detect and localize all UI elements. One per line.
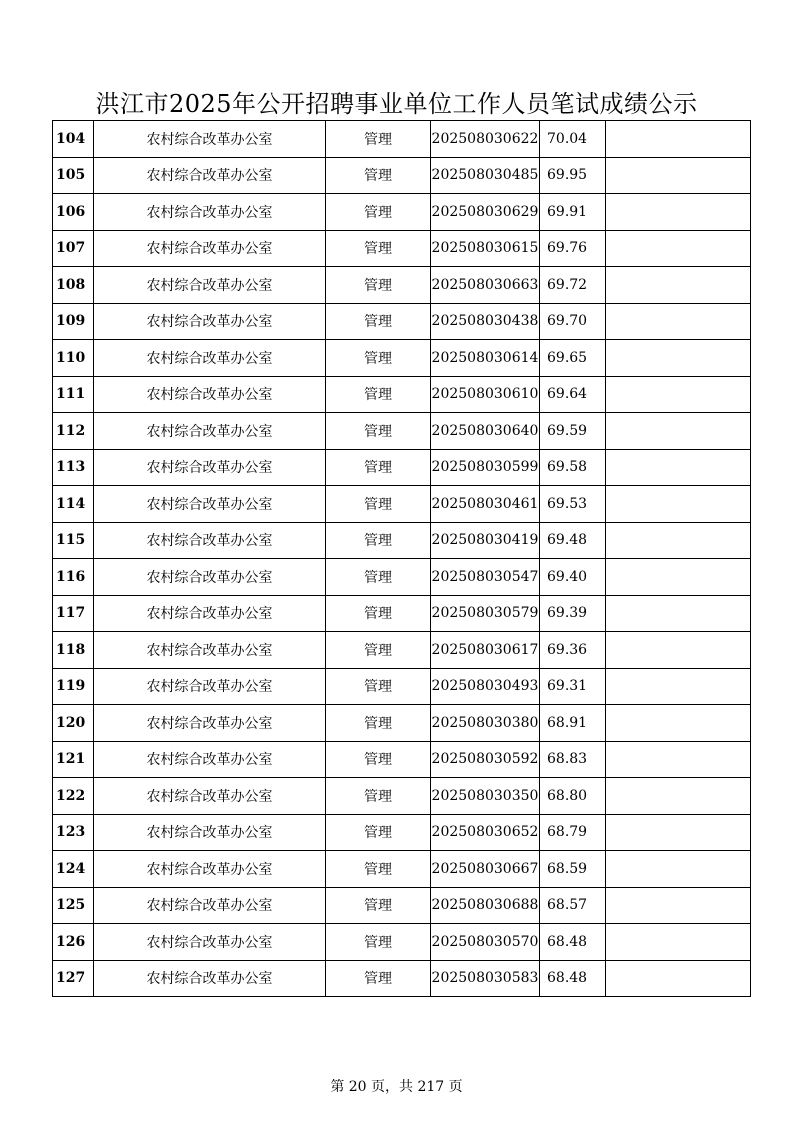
note-cell (606, 340, 751, 377)
score-cell: 68.59 (540, 851, 606, 888)
ticket-number-cell: 202508030599 (431, 449, 540, 486)
row-number: 108 (53, 267, 94, 304)
ticket-number-cell: 202508030419 (431, 522, 540, 559)
score-cell: 69.65 (540, 340, 606, 377)
unit-cell: 农村综合改革办公室 (94, 340, 326, 377)
note-cell (606, 595, 751, 632)
row-number: 126 (53, 924, 94, 961)
unit-cell: 农村综合改革办公室 (94, 960, 326, 997)
post-cell: 管理 (326, 705, 431, 742)
score-cell: 68.91 (540, 705, 606, 742)
note-cell (606, 960, 751, 997)
score-cell: 69.39 (540, 595, 606, 632)
ticket-number-cell: 202508030493 (431, 668, 540, 705)
row-number: 120 (53, 705, 94, 742)
post-cell: 管理 (326, 778, 431, 815)
note-cell (606, 632, 751, 669)
row-number: 124 (53, 851, 94, 888)
post-cell: 管理 (326, 230, 431, 267)
table-row (53, 449, 751, 486)
unit-cell: 农村综合改革办公室 (94, 887, 326, 924)
table-row (53, 887, 751, 924)
unit-cell: 农村综合改革办公室 (94, 376, 326, 413)
unit-cell: 农村综合改革办公室 (94, 924, 326, 961)
post-cell: 管理 (326, 741, 431, 778)
ticket-number-cell: 202508030610 (431, 376, 540, 413)
row-number: 127 (53, 960, 94, 997)
ticket-number-cell: 202508030485 (431, 157, 540, 194)
post-cell: 管理 (326, 814, 431, 851)
note-cell (606, 741, 751, 778)
post-cell: 管理 (326, 121, 431, 158)
ticket-number-cell: 202508030667 (431, 851, 540, 888)
ticket-number-cell: 202508030617 (431, 632, 540, 669)
note-cell (606, 230, 751, 267)
row-number: 109 (53, 303, 94, 340)
table-row (53, 121, 751, 158)
unit-cell: 农村综合改革办公室 (94, 194, 326, 231)
page-footer: 第 20 页，共 217 页 (330, 1079, 463, 1095)
page-title: 洪江市2025年公开招聘事业单位工作人员笔试成绩公示 (95, 90, 698, 118)
row-number: 118 (53, 632, 94, 669)
note-cell (606, 413, 751, 450)
table-row (53, 668, 751, 705)
score-cell: 69.48 (540, 522, 606, 559)
ticket-number-cell: 202508030622 (431, 121, 540, 158)
table-row (53, 924, 751, 961)
note-cell (606, 486, 751, 523)
ticket-number-cell: 202508030615 (431, 230, 540, 267)
ticket-number-cell: 202508030688 (431, 887, 540, 924)
note-cell (606, 194, 751, 231)
row-number: 112 (53, 413, 94, 450)
row-number: 106 (53, 194, 94, 231)
note-cell (606, 814, 751, 851)
row-number: 114 (53, 486, 94, 523)
table-row (53, 705, 751, 742)
score-cell: 68.83 (540, 741, 606, 778)
table-row (53, 814, 751, 851)
table-row (53, 559, 751, 596)
note-cell (606, 157, 751, 194)
table-row (53, 778, 751, 815)
score-cell: 69.53 (540, 486, 606, 523)
post-cell: 管理 (326, 559, 431, 596)
unit-cell: 农村综合改革办公室 (94, 157, 326, 194)
ticket-number-cell: 202508030579 (431, 595, 540, 632)
note-cell (606, 522, 751, 559)
unit-cell: 农村综合改革办公室 (94, 814, 326, 851)
score-table-body (53, 121, 751, 997)
note-cell (606, 887, 751, 924)
note-cell (606, 559, 751, 596)
unit-cell: 农村综合改革办公室 (94, 413, 326, 450)
unit-cell: 农村综合改革办公室 (94, 486, 326, 523)
note-cell (606, 778, 751, 815)
unit-cell: 农村综合改革办公室 (94, 741, 326, 778)
score-cell: 69.70 (540, 303, 606, 340)
note-cell (606, 376, 751, 413)
unit-cell: 农村综合改革办公室 (94, 595, 326, 632)
row-number: 119 (53, 668, 94, 705)
table-row (53, 303, 751, 340)
row-number: 122 (53, 778, 94, 815)
ticket-number-cell: 202508030640 (431, 413, 540, 450)
ticket-number-cell: 202508030614 (431, 340, 540, 377)
post-cell: 管理 (326, 340, 431, 377)
post-cell: 管理 (326, 668, 431, 705)
score-cell: 70.04 (540, 121, 606, 158)
post-cell: 管理 (326, 486, 431, 523)
ticket-number-cell: 202508030380 (431, 705, 540, 742)
table-row (53, 340, 751, 377)
score-cell: 68.57 (540, 887, 606, 924)
unit-cell: 农村综合改革办公室 (94, 559, 326, 596)
unit-cell: 农村综合改革办公室 (94, 522, 326, 559)
table-row (53, 486, 751, 523)
note-cell (606, 705, 751, 742)
score-cell: 68.48 (540, 924, 606, 961)
table-row (53, 376, 751, 413)
score-cell: 68.48 (540, 960, 606, 997)
post-cell: 管理 (326, 449, 431, 486)
score-cell: 69.91 (540, 194, 606, 231)
table-row (53, 157, 751, 194)
post-cell: 管理 (326, 851, 431, 888)
unit-cell: 农村综合改革办公室 (94, 778, 326, 815)
unit-cell: 农村综合改革办公室 (94, 121, 326, 158)
post-cell: 管理 (326, 413, 431, 450)
row-number: 116 (53, 559, 94, 596)
post-cell: 管理 (326, 376, 431, 413)
post-cell: 管理 (326, 960, 431, 997)
score-cell: 69.31 (540, 668, 606, 705)
ticket-number-cell: 202508030570 (431, 924, 540, 961)
table-row (53, 230, 751, 267)
unit-cell: 农村综合改革办公室 (94, 705, 326, 742)
table-row (53, 960, 751, 997)
post-cell: 管理 (326, 522, 431, 559)
post-cell: 管理 (326, 595, 431, 632)
note-cell (606, 851, 751, 888)
unit-cell: 农村综合改革办公室 (94, 303, 326, 340)
ticket-number-cell: 202508030461 (431, 486, 540, 523)
note-cell (606, 121, 751, 158)
table-row (53, 267, 751, 304)
post-cell: 管理 (326, 887, 431, 924)
unit-cell: 农村综合改革办公室 (94, 668, 326, 705)
ticket-number-cell: 202508030592 (431, 741, 540, 778)
ticket-number-cell: 202508030583 (431, 960, 540, 997)
row-number: 113 (53, 449, 94, 486)
row-number: 117 (53, 595, 94, 632)
row-number: 105 (53, 157, 94, 194)
post-cell: 管理 (326, 924, 431, 961)
unit-cell: 农村综合改革办公室 (94, 230, 326, 267)
row-number: 107 (53, 230, 94, 267)
table-row (53, 851, 751, 888)
score-cell: 69.36 (540, 632, 606, 669)
note-cell (606, 303, 751, 340)
table-row (53, 595, 751, 632)
note-cell (606, 267, 751, 304)
ticket-number-cell: 202508030350 (431, 778, 540, 815)
unit-cell: 农村综合改革办公室 (94, 851, 326, 888)
unit-cell: 农村综合改革办公室 (94, 632, 326, 669)
row-number: 123 (53, 814, 94, 851)
ticket-number-cell: 202508030663 (431, 267, 540, 304)
table-row (53, 413, 751, 450)
post-cell: 管理 (326, 267, 431, 304)
row-number: 115 (53, 522, 94, 559)
row-number: 111 (53, 376, 94, 413)
score-cell: 69.72 (540, 267, 606, 304)
note-cell (606, 449, 751, 486)
note-cell (606, 668, 751, 705)
post-cell: 管理 (326, 194, 431, 231)
note-cell (606, 924, 751, 961)
table-row (53, 194, 751, 231)
score-cell: 69.59 (540, 413, 606, 450)
row-number: 110 (53, 340, 94, 377)
row-number: 104 (53, 121, 94, 158)
post-cell: 管理 (326, 632, 431, 669)
ticket-number-cell: 202508030438 (431, 303, 540, 340)
table-row (53, 522, 751, 559)
post-cell: 管理 (326, 303, 431, 340)
score-table (52, 120, 751, 997)
row-number: 125 (53, 887, 94, 924)
unit-cell: 农村综合改革办公室 (94, 449, 326, 486)
score-cell: 69.58 (540, 449, 606, 486)
score-cell: 68.80 (540, 778, 606, 815)
post-cell: 管理 (326, 157, 431, 194)
ticket-number-cell: 202508030629 (431, 194, 540, 231)
unit-cell: 农村综合改革办公室 (94, 267, 326, 304)
score-cell: 69.95 (540, 157, 606, 194)
table-row (53, 632, 751, 669)
score-cell: 69.76 (540, 230, 606, 267)
ticket-number-cell: 202508030652 (431, 814, 540, 851)
score-cell: 69.40 (540, 559, 606, 596)
score-cell: 68.79 (540, 814, 606, 851)
table-row (53, 741, 751, 778)
row-number: 121 (53, 741, 94, 778)
ticket-number-cell: 202508030547 (431, 559, 540, 596)
score-cell: 69.64 (540, 376, 606, 413)
